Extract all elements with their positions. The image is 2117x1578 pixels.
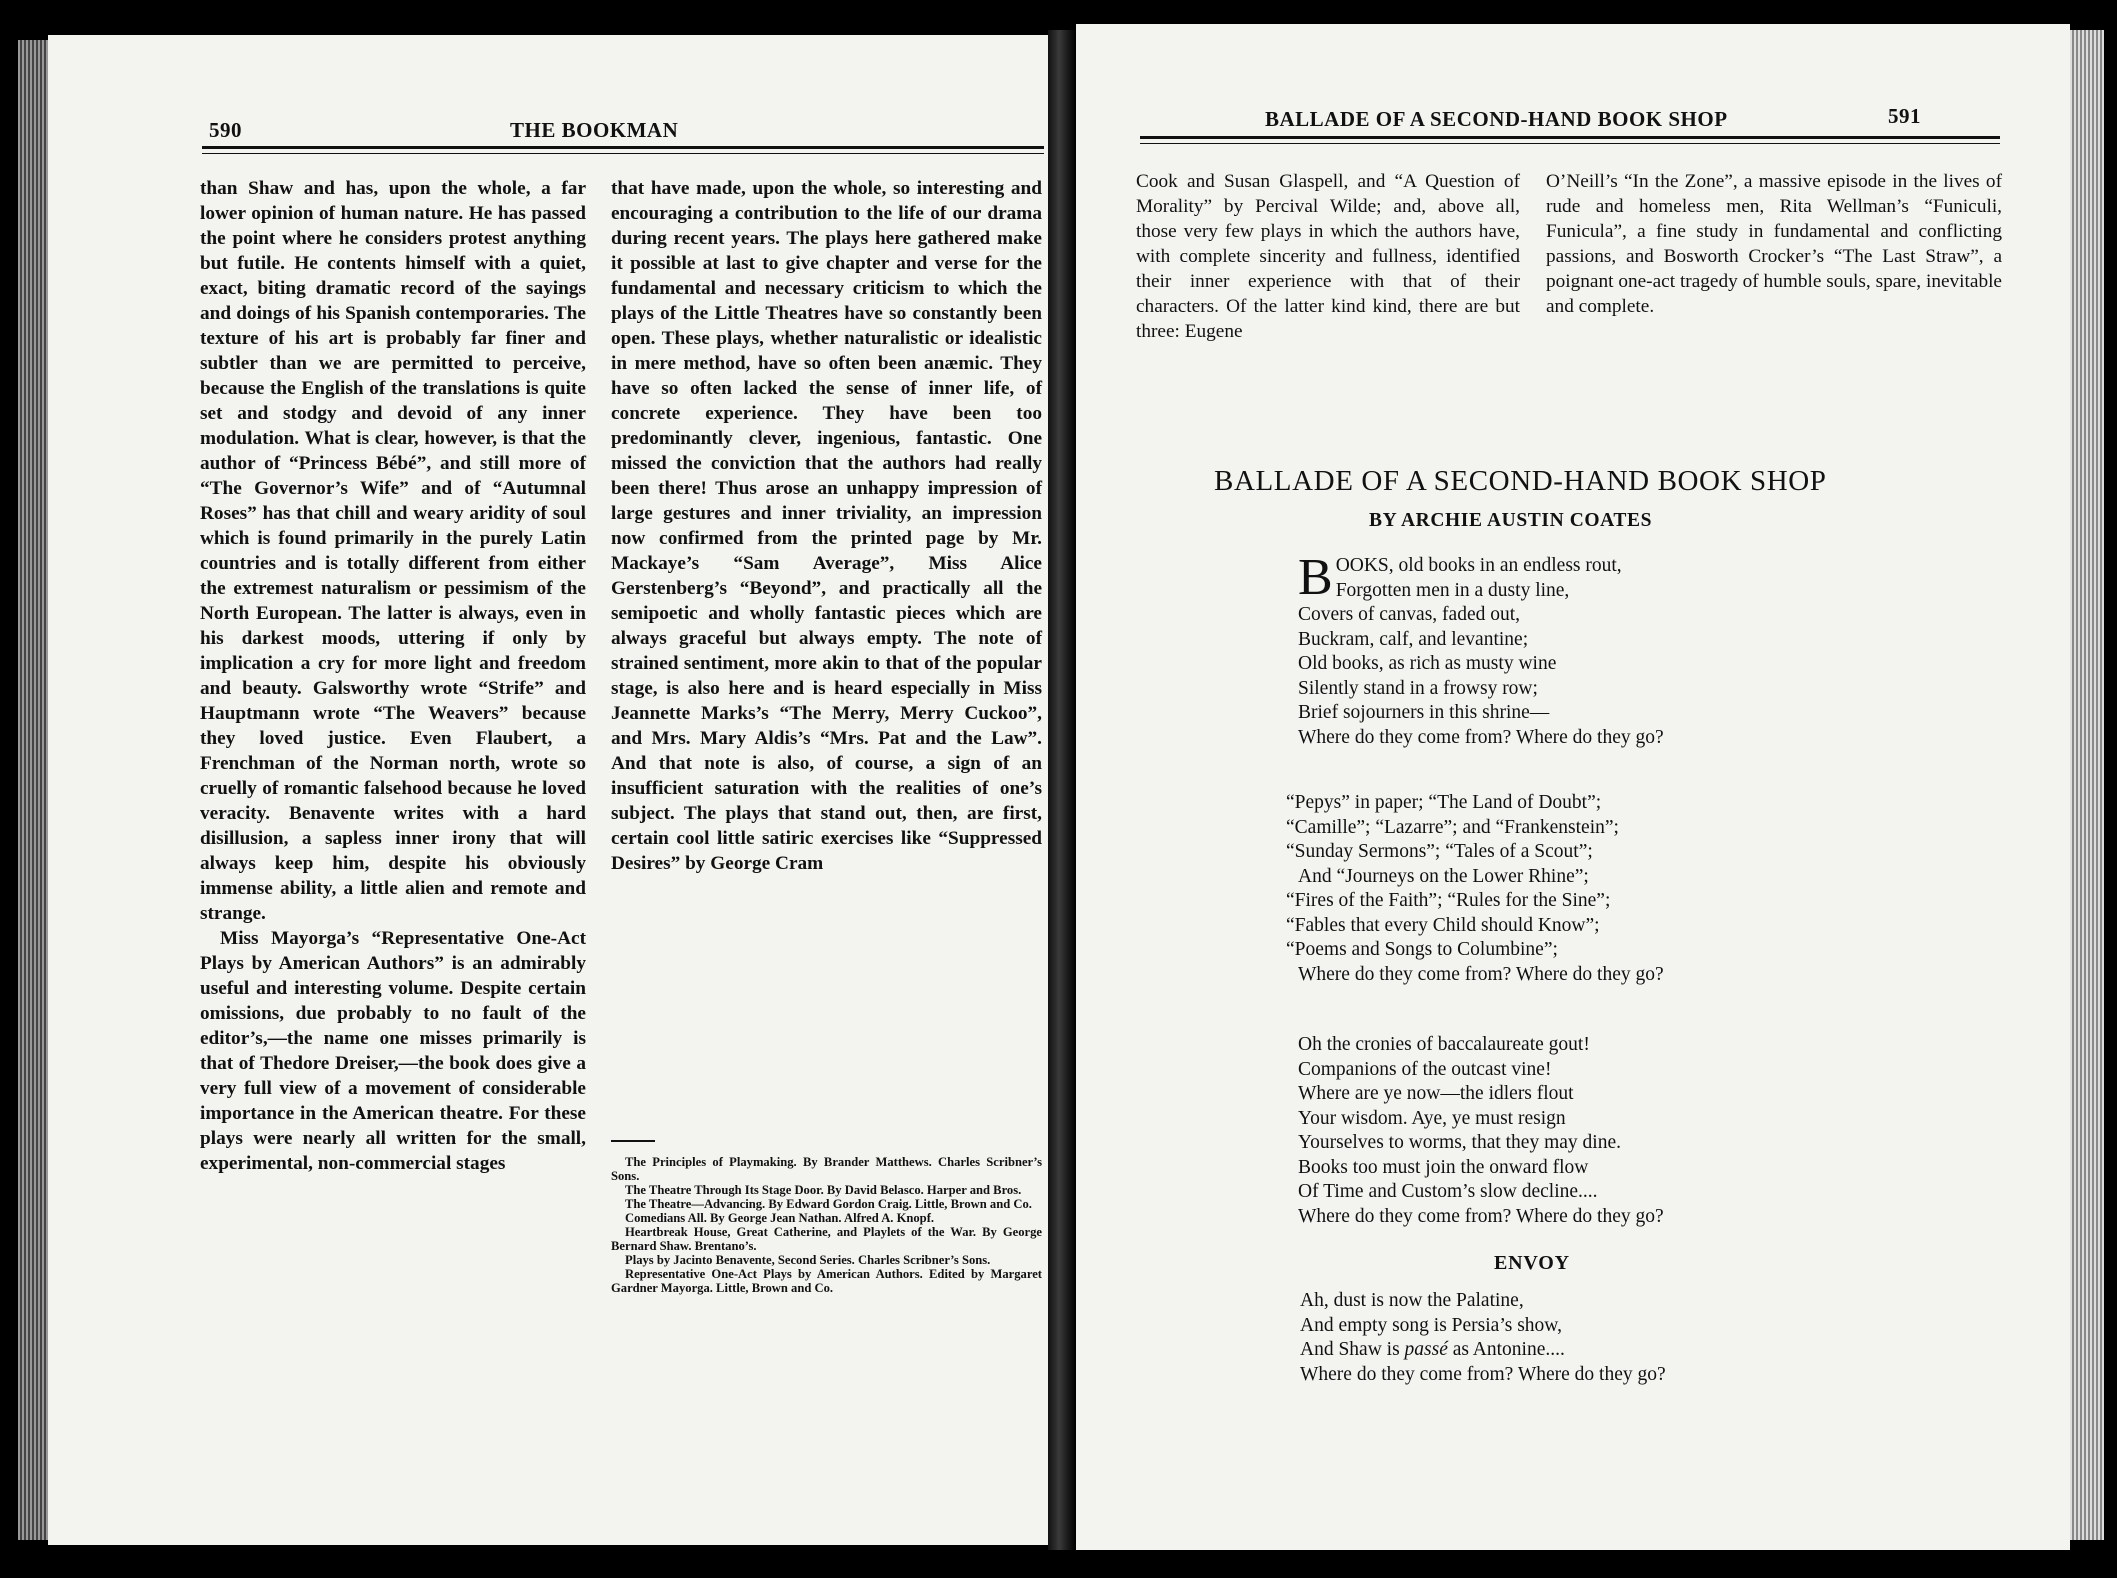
running-head-right: BALLADE OF A SECOND-HAND BOOK SHOP <box>1265 107 1728 131</box>
footnote-rule <box>611 1140 655 1142</box>
left-column-2 <box>611 176 1042 876</box>
stanza-1-line: OOKS, old books in an endless rout, <box>1335 555 1622 576</box>
footnote-entry: Comedians All. By George Jean Nathan. Alfred A. Knopf. <box>625 1211 935 1225</box>
stanza-2 <box>1286 791 1664 987</box>
stanza-1-line: Old books, as rich as musty wine <box>1298 653 1557 674</box>
left-page <box>48 35 1048 1545</box>
stanza-2-line: “Poems and Songs to Columbine”; <box>1286 939 1558 960</box>
footnote-entry: The Theatre Through Its Stage Door. By David Belasco. Harper and Bros. <box>625 1183 1022 1197</box>
book-edge-right <box>2070 30 2104 1540</box>
header-rule-right-thin <box>1140 143 2000 144</box>
stanza-2-line: “Sunday Sermons”; “Tales of a Scout”; <box>1286 841 1593 862</box>
stanza-3-line: Of Time and Custom’s slow decline.... <box>1298 1181 1598 1202</box>
stanza-3 <box>1298 1033 1664 1229</box>
stanza-1 <box>1298 549 1664 750</box>
footnotes <box>611 1155 1042 1295</box>
page-number-right: 591 <box>1888 104 1921 128</box>
header-rule-left-thin <box>202 153 1044 154</box>
stanza-3-line: Where do they come from? Where do they go? <box>1298 1205 1664 1227</box>
footnote-entry: The Principles of Playmaking. By Brander Matthews. Charles Scribner’s Sons. <box>611 1155 1042 1183</box>
poem-byline: BY ARCHIE AUSTIN COATES <box>1369 510 1653 531</box>
stanza-3-line: Oh the cronies of baccalaureate gout! <box>1298 1034 1590 1055</box>
right-column-1 <box>1136 169 1520 344</box>
book-edge-left <box>18 40 48 1540</box>
stanza-1-line: Covers of canvas, faded out, <box>1298 604 1521 625</box>
left-col2-paragraph: that have made, upon the whole, so interesting and encouraging a contribution to the life of our drama during recent years. The plays here gathered make it possible at last to give chapter and verse for the fundamental and necessary criticism to which the plays of the Little Theatres have so constantly been open. These plays, whether naturalistic or idealistic in mere method, have so often been anæmic. They have so often lacked the sense of inner life, of concrete experience. They have been too predominantly clever, ingenious, fantastic. One missed the conviction that the authors had really been there! Thus arose an unhappy impression of large gestures and inner triviality, an impression now confirmed from the printed page by Mr. Mackaye’s “Sam Average”, Miss Alice Gerstenberg’s “Beyond”, and practically all the semipoetic and wholly fantastic pieces which are always graceful but always empty. The note of strained sentiment, more akin to that of the popular stage, is also here and is heard especially in Miss Jeannette Marks’s “The Merry, Merry Cuckoo”, and Mrs. Mary Aldis’s “Mrs. Pat and the Law”. And that note is also, of course, a sign of an insufficient saturation with the realities of one’s subject. The plays that stand out, then, are first, certain cool little satiric exercises like “Suppressed Desires” by George Cram <box>611 178 1042 874</box>
running-head-left: THE BOOKMAN <box>510 118 679 142</box>
book-gutter <box>1048 30 1076 1550</box>
right-page <box>1076 24 2070 1550</box>
footnote-entry: The Theatre—Advancing. By Edward Gordon Craig. Little, Brown and Co. <box>625 1197 1032 1211</box>
footnote-entry: Heartbreak House, Great Catherine, and Playlets of the War. By George Bernard Shaw. Brentano’s. <box>611 1225 1042 1253</box>
stanza-1-line: Where do they come from? Where do they go? <box>1298 726 1664 748</box>
stanza-2-line: Where do they come from? Where do they go? <box>1298 963 1664 985</box>
header-rule-right <box>1140 136 2000 139</box>
envoy-heading: ENVOY <box>1494 1252 1570 1274</box>
envoy-stanza <box>1300 1289 1666 1387</box>
envoy-line: And empty song is Persia’s show, <box>1300 1314 1562 1336</box>
right-column-2 <box>1546 169 2002 319</box>
stanza-2-line: “Fables that every Child should Know”; <box>1286 914 1600 936</box>
envoy-line: Ah, dust is now the Palatine, <box>1300 1290 1524 1311</box>
stanza-1-line: Brief sojourners in this shrine— <box>1298 702 1550 723</box>
envoy-line: Where do they come from? Where do they go? <box>1300 1363 1666 1385</box>
footnote-entry: Plays by Jacinto Benavente, Second Series. Charles Scribner’s Sons. <box>625 1253 991 1267</box>
right-col1-text: Cook and Susan Glaspell, and “A Question of Morality” by Percival Wilde; and, above all, those very few plays in which the authors have, with complete sincerity and fullness, identified their inner experience with that of their characters. Of the latter kind kind, there are but three: Eugene <box>1136 171 1520 342</box>
left-col1-paragraph: than Shaw and has, upon the whole, a far lower opinion of human nature. He has passed the point where he considers protest anything but futile. He contents himself with a quiet, exact, biting dramatic record of the sayings and doings of his Spanish contemporaries. The texture of his art is probably far finer and subtler than we are permitted to perceive, because the English of the translations is quite set and stodgy and devoid of any inner modulation. What is clear, however, is that the author of “Princess Bébé”, and still more of “The Governor’s Wife” and of “Autumnal Roses” has that chill and weary aridity of soul which is found primarily in the purely Latin countries and is totally different from either the extremest naturalism or pessimism of the North European. The latter is always, even in his darkest moods, uttering if only by implication a cry for more light and freedom and beauty. Galsworthy wrote “Strife” and Hauptmann wrote “The Weavers” because they loved justice. Even Flaubert, a Frenchman of the Norman north, wrote so cruelly of romantic falsehood because he loved veracity. Benavente writes with a hard disillusion, a sapless inner irony that will always keep him, despite his obviously immense ability, a little alien and remote and strange. <box>200 178 586 924</box>
left-col1-paragraph: Miss Mayorga’s “Representative One-Act Plays by American Authors” is an admirably useful and interesting volume. Despite certain omissions, due probably to no fault of the editor’s,—the name one misses primarily is that of Thedore Dreiser,—the book does give a very full view of a movement of considerable importance in the American theatre. For these plays were nearly all written for the small, experimental, non-commercial stages <box>200 928 586 1174</box>
stanza-1-line: Buckram, calf, and levantine; <box>1298 628 1529 650</box>
stanza-2-line: And “Journeys on the Lower Rhine”; <box>1298 865 1589 887</box>
stanza-3-line: Your wisdom. Aye, ye must resign <box>1298 1107 1566 1129</box>
stanza-1-line: Silently stand in a frowsy row; <box>1298 677 1538 699</box>
right-col2-text: O’Neill’s “In the Zone”, a massive episode in the lives of rude and homeless men, Rita Wellman’s “Funiculi, Funicula”, a fine study in fundamental and conflicting passions, and Bosworth Crocker’s “The Last Straw”, a poignant one-act tragedy of humble souls, spare, inevitable and complete. <box>1546 171 2002 317</box>
footnote-entry: Representative One-Act Plays by American Authors. Edited by Margaret Gardner Mayorga. Little, Brown and Co. <box>611 1267 1042 1295</box>
stanza-2-line: “Pepys” in paper; “The Land of Doubt”; <box>1286 792 1602 813</box>
stanza-3-line: Where are ye now—the idlers flout <box>1298 1083 1574 1104</box>
page-number-left: 590 <box>209 118 242 142</box>
left-column-1 <box>200 176 586 1176</box>
stanza-1-line: Forgotten men in a dusty line, <box>1335 579 1570 601</box>
stanza-3-line: Companions of the outcast vine! <box>1298 1058 1552 1080</box>
poem-title: BALLADE OF A SECOND-HAND BOOK SHOP <box>1214 465 1827 497</box>
stanza-3-line: Books too must join the onward flow <box>1298 1156 1589 1178</box>
envoy-line: And Shaw is passé as Antonine.... <box>1300 1339 1565 1360</box>
header-rule-left <box>202 146 1044 149</box>
stanza-2-line: “Camille”; “Lazarre”; and “Frankenstein”; <box>1286 816 1619 838</box>
stanza-3-line: Yourselves to worms, that they may dine. <box>1298 1132 1621 1153</box>
stanza-2-line: “Fires of the Faith”; “Rules for the Sine”; <box>1286 890 1611 911</box>
drop-cap: B <box>1298 549 1333 606</box>
